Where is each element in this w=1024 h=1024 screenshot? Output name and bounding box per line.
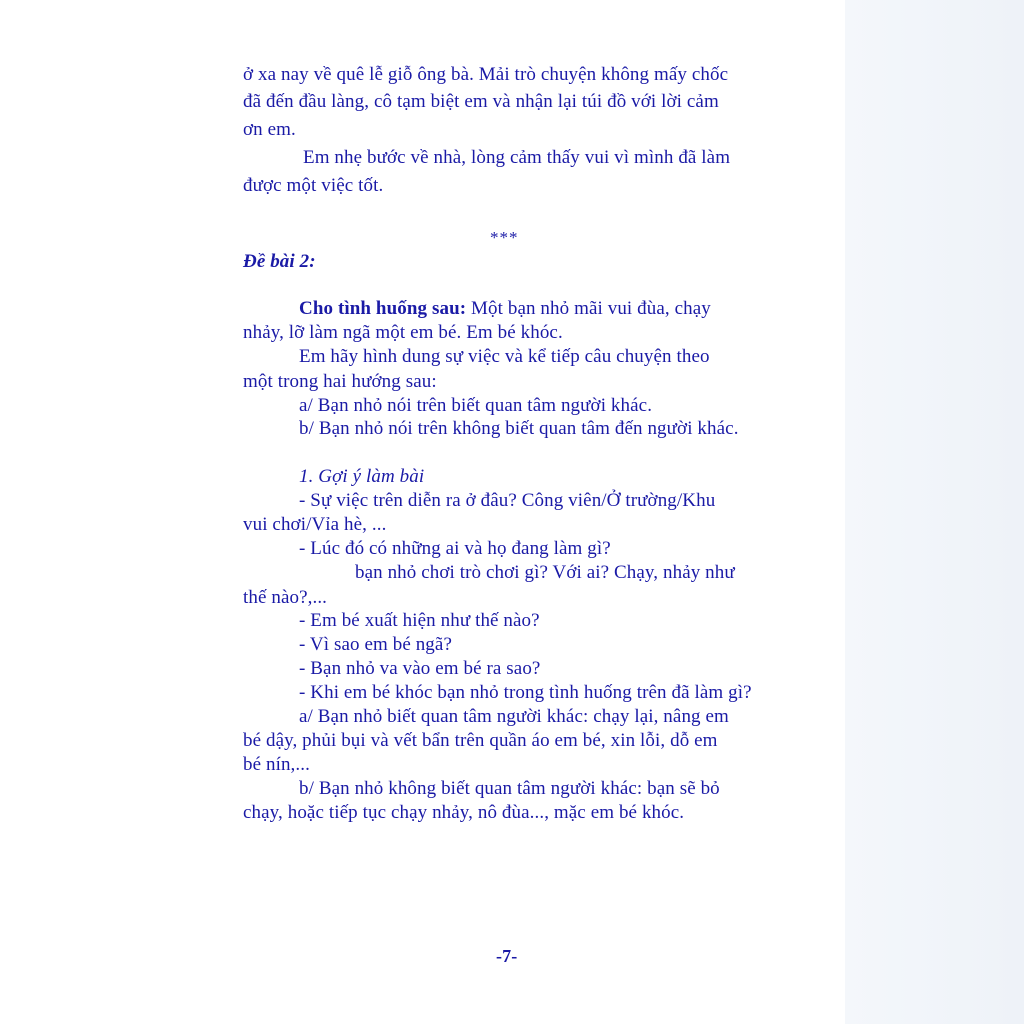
hint-q3-line2: thế nào?,...	[243, 587, 328, 608]
para1-line3: ơn em.	[243, 119, 296, 140]
page-number: -7-	[496, 946, 518, 966]
hint-q5: - Vì sao em bé ngã?	[299, 634, 452, 655]
hint-q1-line1: - Sự việc trên diễn ra ở đâu? Công viên/Ở trường/Khu	[299, 490, 716, 511]
prompt-line3: Em hãy hình dung sự việc và kể tiếp câu chuyện theo	[299, 346, 710, 367]
page-edge-shadow	[845, 0, 1024, 1024]
hint-q3-line1: bạn nhỏ chơi trò chơi gì? Với ai? Chạy, nhảy như	[355, 562, 735, 583]
para2-line2: được một việc tốt.	[243, 175, 384, 196]
hint-b-line2: chạy, hoặc tiếp tục chạy nhảy, nô đùa..., mặc em bé khóc.	[243, 802, 685, 823]
prompt-option-b: b/ Bạn nhỏ nói trên không biết quan tâm đến người khác.	[299, 418, 739, 439]
section-separator: ***	[490, 228, 519, 247]
para1-line2: đã đến đầu làng, cô tạm biệt em và nhận lại túi đồ với lời cảm	[243, 91, 719, 112]
hint-q4: - Em bé xuất hiện như thế nào?	[299, 610, 540, 631]
para1-line1: ở xa nay về quê lễ giỗ ông bà. Mải trò chuyện không mấy chốc	[243, 64, 729, 85]
hint-q1-line2: vui chơi/Vỉa hè, ...	[243, 514, 387, 535]
exercise-heading: Đề bài 2:	[243, 251, 316, 272]
hint-a-line3: bé nín,...	[243, 754, 310, 775]
prompt-line1	[299, 297, 711, 321]
hint-a-line2: bé dậy, phủi bụi và vết bẩn trên quần áo em bé, xin lỗi, dỗ em	[243, 730, 718, 751]
prompt-bold-label: Cho tình huống sau:	[299, 298, 467, 319]
hints-title: 1. Gợi ý làm bài	[299, 466, 425, 487]
para2-line1: Em nhẹ bước về nhà, lòng cảm thấy vui vì mình đã làm	[303, 147, 731, 168]
hint-q2: - Lúc đó có những ai và họ đang làm gì?	[299, 538, 611, 559]
prompt-line2: nhảy, lỡ làm ngã một em bé. Em bé khóc.	[243, 322, 563, 343]
hint-q7: - Khi em bé khóc bạn nhỏ trong tình huống trên đã làm gì?	[299, 682, 752, 703]
prompt-line1-text: Một bạn nhỏ mãi vui đùa, chạy	[466, 298, 711, 319]
hint-a-line1: a/ Bạn nhỏ biết quan tâm người khác: chạy lại, nâng em	[299, 706, 729, 727]
prompt-line4: một trong hai hướng sau:	[243, 371, 437, 392]
hint-q6: - Bạn nhỏ va vào em bé ra sao?	[299, 658, 541, 679]
prompt-option-a: a/ Bạn nhỏ nói trên biết quan tâm người khác.	[299, 395, 653, 416]
hint-b-line1: b/ Bạn nhỏ không biết quan tâm người khác: bạn sẽ bỏ	[299, 778, 720, 799]
